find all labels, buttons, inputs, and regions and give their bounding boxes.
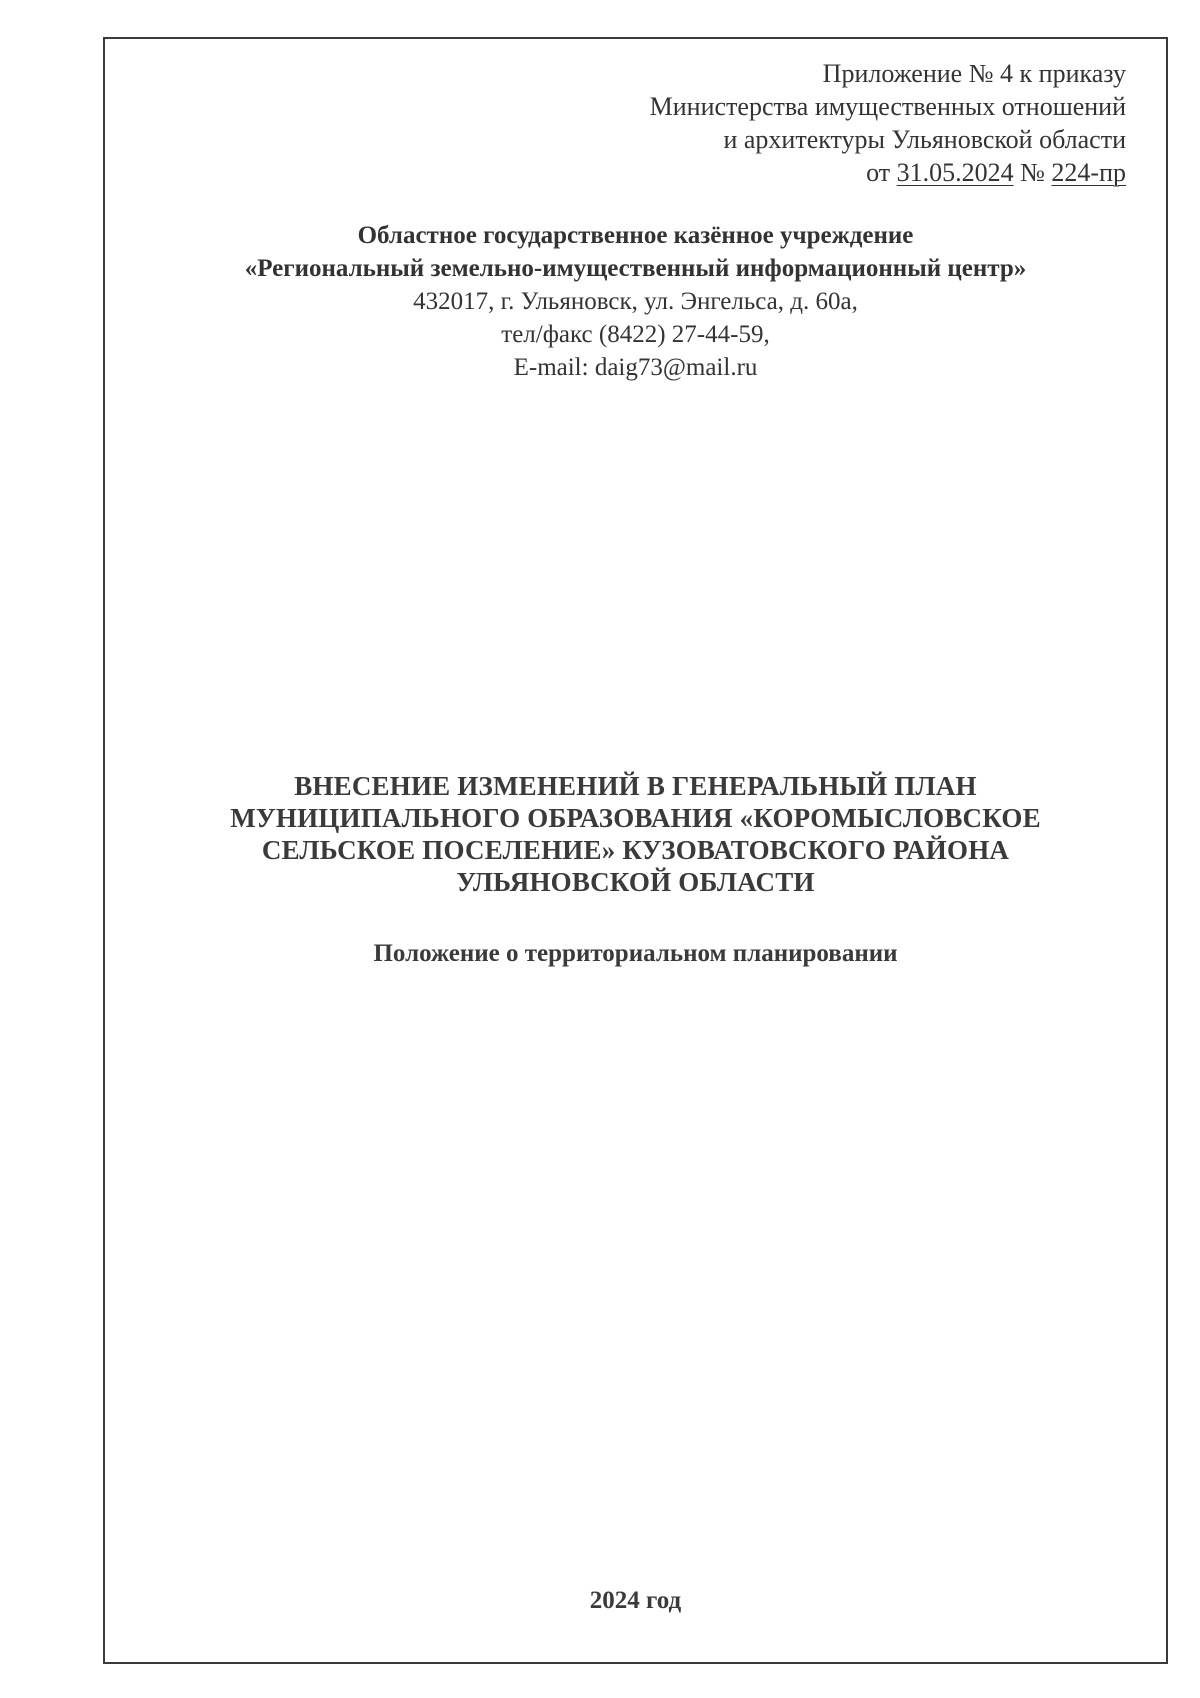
organization-address: 432017, г. Ульяновск, ул. Энгельса, д. 60а, (413, 288, 858, 315)
title-line-2: МУНИЦИПАЛЬНОГО ОБРАЗОВАНИЯ «КОРОМЫСЛОВСКОЕ (230, 803, 1041, 833)
title-line-4: УЛЬЯНОВСКОЙ ОБЛАСТИ (456, 867, 815, 897)
approval-block (650, 57, 1126, 189)
order-number: 224-пр (1051, 158, 1126, 187)
approval-line-2: Министерства имущественных отношений (649, 92, 1126, 121)
approval-line-1: Приложение № 4 к приказу (822, 59, 1126, 88)
approval-line-3: и архитектуры Ульяновской области (723, 125, 1126, 154)
organization-name: «Региональный земельно-имущественный информационный центр» (244, 255, 1027, 282)
title-line-1: ВНЕСЕНИЕ ИЗМЕНЕНИЙ В ГЕНЕРАЛЬНЫЙ ПЛАН (294, 771, 977, 801)
organization-type: Областное государственное казённое учреждение (357, 222, 914, 249)
order-date: 31.05.2024 (896, 158, 1014, 187)
organization-phone: тел/факс (8422) 27-44-59, (501, 321, 770, 348)
organization-email: E-mail: daig73@mail.ru (513, 354, 758, 381)
document-year: 2024 год (589, 1587, 682, 1614)
document-title (105, 770, 1166, 898)
organization-block (105, 219, 1166, 384)
title-line-3: СЕЛЬСКОЕ ПОСЕЛЕНИЕ» КУЗОВАТОВСКОГО РАЙОНА (261, 835, 1010, 865)
page-frame (103, 37, 1168, 1664)
number-prefix: № (1013, 158, 1052, 187)
document-subtitle: Положение о территориальном планировании (373, 940, 898, 967)
date-prefix: от (866, 158, 897, 187)
approval-date-line (650, 156, 1126, 189)
